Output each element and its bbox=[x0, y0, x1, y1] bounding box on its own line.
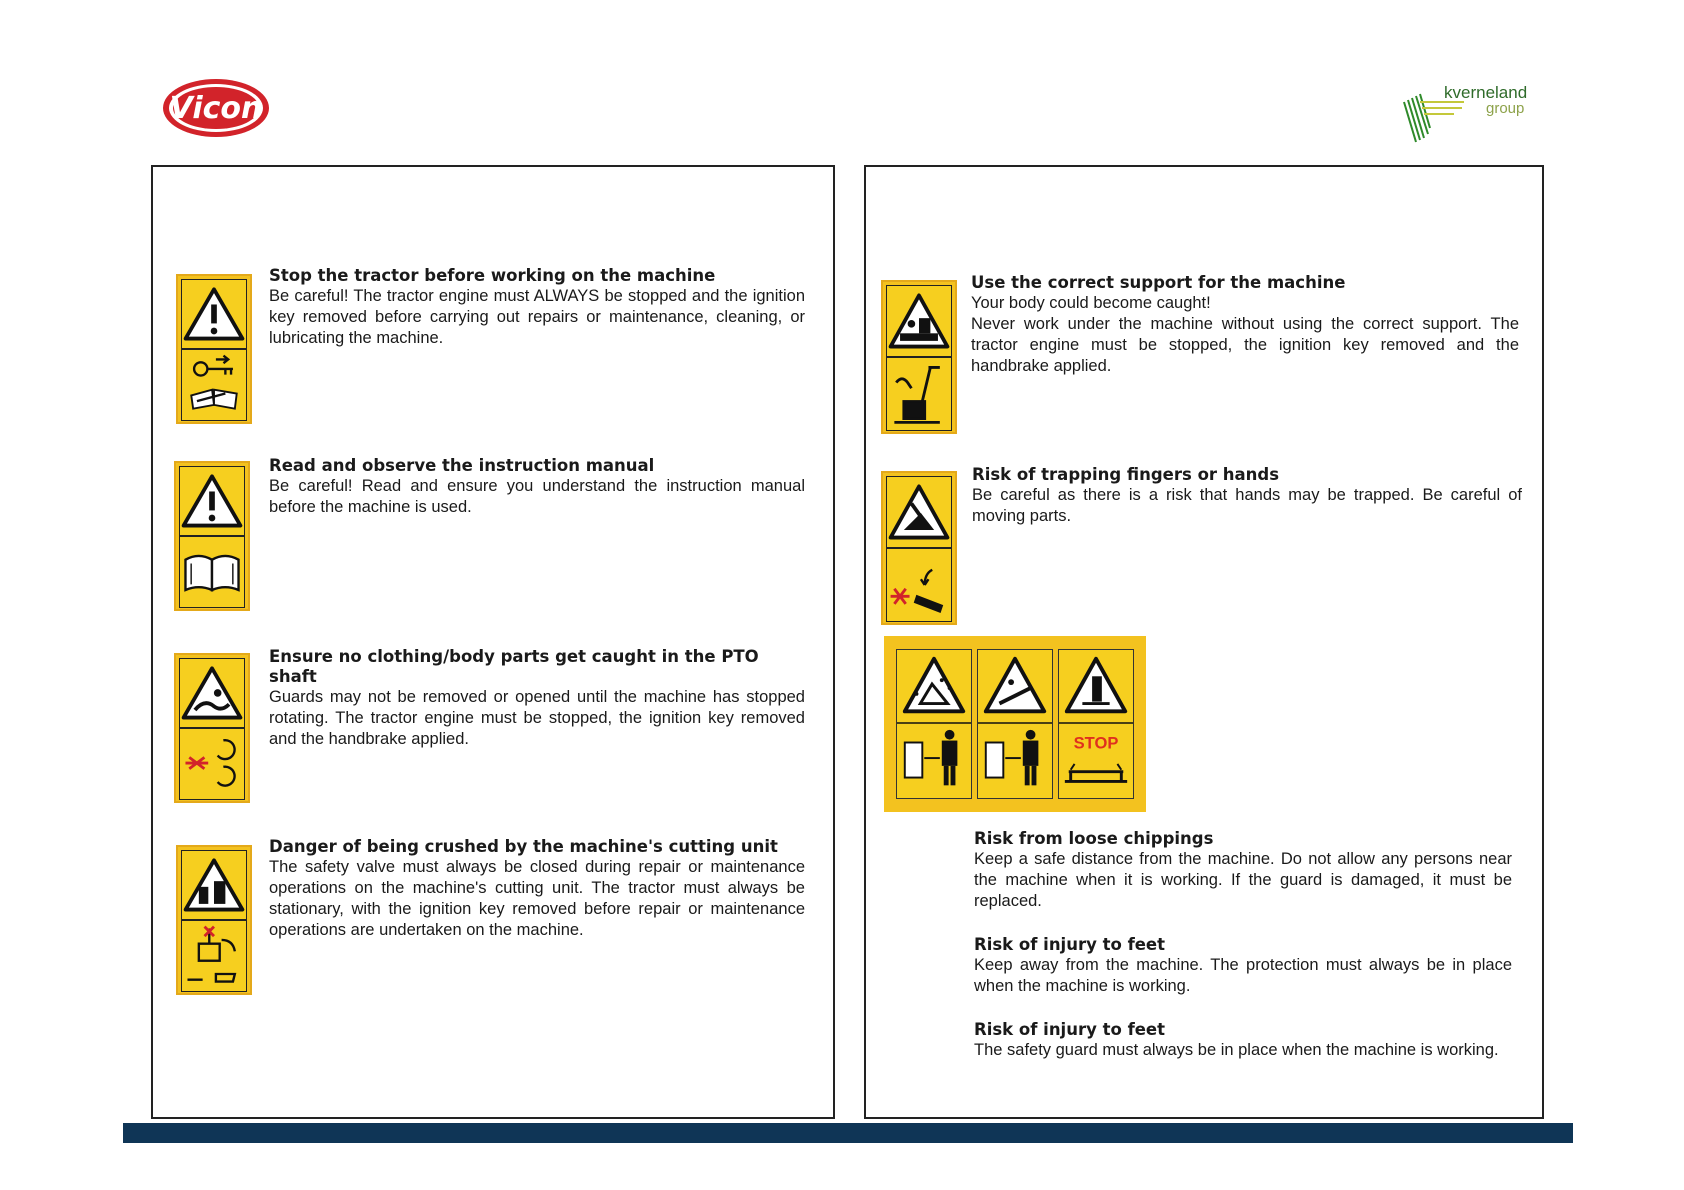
entry-text: Be careful! The tractor engine must ALWAYS be stopped and the ignition key removed before carrying out repairs or maintenance, cleaning, or lubricating the machine. bbox=[269, 287, 805, 347]
entry-text: Keep a safe distance from the machine. Do not allow any persons near the machine when it is working. If the guard is damaged, it must be replaced. bbox=[974, 850, 1512, 910]
feet-injury-sign bbox=[977, 649, 1053, 799]
entry-text: The safety valve must always be closed during repair or maintenance operations on the machine's cutting unit. The tractor must always be stationary, with the ignition key removed before repair or maintenance operations are undertaken on the machine. bbox=[269, 858, 805, 939]
chippings-sign bbox=[896, 649, 972, 799]
entry-line: Be careful as there is a risk that hands may be trapped. Be careful of moving parts. bbox=[972, 486, 1522, 525]
entry-correct-support bbox=[971, 273, 1519, 377]
entry-feet-1 bbox=[974, 935, 1512, 997]
support-sign bbox=[881, 280, 957, 434]
combined-safety-sign bbox=[884, 636, 1146, 812]
kverneland-group: group bbox=[1486, 100, 1525, 117]
warning-icon bbox=[184, 476, 241, 525]
entry-cutting-unit bbox=[269, 837, 805, 941]
stop-label: STOP bbox=[1073, 733, 1119, 753]
warning-icon bbox=[186, 289, 243, 338]
kverneland-word: kverneland bbox=[1444, 83, 1528, 102]
stop-tractor-sign bbox=[176, 274, 252, 424]
cutting-unit-sign bbox=[176, 845, 252, 995]
crush-warning-icon bbox=[186, 860, 243, 909]
entry-stop-tractor bbox=[269, 266, 805, 349]
entry-title: Risk of injury to feet bbox=[974, 1020, 1166, 1039]
entry-read-manual bbox=[269, 456, 805, 518]
support-stand-icon bbox=[894, 367, 939, 422]
entry-title: Risk of trapping fingers or hands bbox=[972, 465, 1280, 484]
entry-title: Ensure no clothing/body parts get caught in the PTO shaft bbox=[269, 647, 759, 686]
entry-line: Never work under the machine without using the correct support. The tractor engine must be stopped, the ignition key removed and the handbrake applied. bbox=[971, 315, 1519, 375]
entry-title: Risk of injury to feet bbox=[974, 935, 1166, 954]
hand-trap-sign bbox=[881, 471, 957, 625]
entry-text: The safety guard must always be in place when the machine is working. bbox=[974, 1041, 1499, 1059]
entry-text: Be careful! Read and ensure you understand the instruction manual before the machine is used. bbox=[269, 477, 805, 516]
entry-text: Guards may not be removed or opened until the machine has stopped rotating. The tractor engine must be stopped, the ignition key removed and the handbrake applied. bbox=[269, 688, 805, 748]
hand-trap-warning-icon bbox=[891, 486, 948, 537]
manual-icon bbox=[191, 390, 236, 409]
read-manual-sign bbox=[174, 461, 250, 611]
entry-text bbox=[972, 485, 1522, 527]
entry-text: Keep away from the machine. The protection must always be in place when the machine is working. bbox=[974, 956, 1512, 995]
open-book-icon bbox=[185, 556, 238, 590]
entry-title: Danger of being crushed by the machine's cutting unit bbox=[269, 837, 778, 856]
entry-trapping-hands bbox=[972, 465, 1522, 527]
no-hands-icon bbox=[891, 570, 942, 612]
entry-title: Use the correct support for the machine bbox=[971, 273, 1346, 292]
entry-title: Read and observe the instruction manual bbox=[269, 456, 655, 475]
footer-bar bbox=[123, 1123, 1573, 1143]
crush-warning-icon bbox=[891, 295, 948, 346]
entry-text bbox=[971, 293, 1519, 377]
entry-pto-shaft bbox=[269, 647, 805, 750]
entry-line: Your body could become caught! bbox=[971, 294, 1211, 312]
pto-shaft-sign bbox=[174, 653, 250, 803]
key-removal-icon bbox=[194, 356, 233, 376]
vicon-logo bbox=[160, 76, 272, 140]
entry-title: Stop the tractor before working on the machine bbox=[269, 266, 716, 285]
entanglement-warning-icon bbox=[184, 668, 241, 717]
entry-feet-2 bbox=[974, 1020, 1512, 1061]
entry-loose-chippings bbox=[974, 829, 1512, 912]
kverneland-logo bbox=[1402, 82, 1538, 146]
stop-guard-sign bbox=[1058, 649, 1134, 799]
valve-icon bbox=[187, 927, 234, 982]
entry-title: Risk from loose chippings bbox=[974, 829, 1214, 848]
vicon-logo-text: Vicon bbox=[169, 91, 263, 126]
rotation-icon bbox=[185, 740, 234, 785]
